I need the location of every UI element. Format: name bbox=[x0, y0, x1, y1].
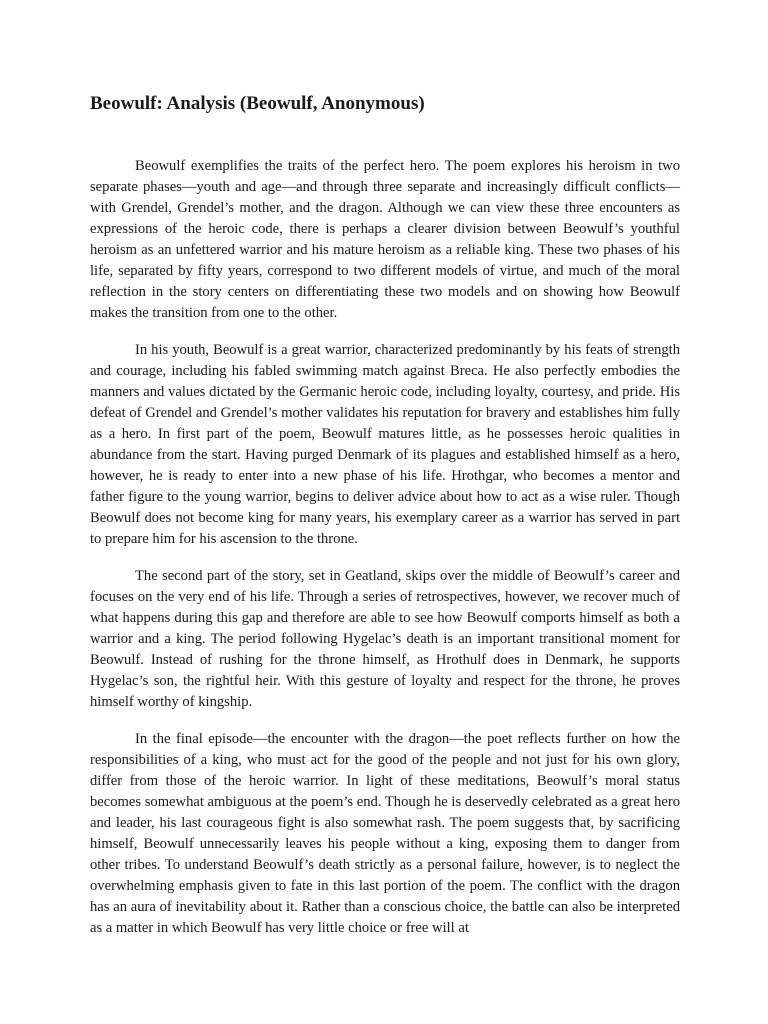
document-title: Beowulf: Analysis (Beowulf, Anonymous) bbox=[90, 93, 425, 114]
paragraph-1: Beowulf exemplifies the traits of the perfect hero. The poem explores his heroism in two separate phases—youth and age—and through three separate and increasingly difficult conflicts—with Grendel, Grendel’s mother, and the dragon. Although we can view these three encounters as expressions of the heroic code, there is perhaps a clearer division between Beowulf’s youthful heroism as an unfettered warrior and his mature heroism as a reliable king. These two phases of his life, separated by fifty years, correspond to two different models of virtue, and much of the moral reflection in the story centers on differentiating these two models and on showing how Beowulf makes the transition from one to the other. bbox=[90, 158, 680, 321]
paragraph-2: In his youth, Beowulf is a great warrior, characterized predominantly by his feats of strength and courage, including his fabled swimming match against Breca. He also perfectly embodies the manners and values dictated by the Germanic heroic code, including loyalty, courtesy, and pride. His defeat of Grendel and Grendel’s mother validates his reputation for bravery and establishes him fully as a hero. In first part of the poem, Beowulf matures little, as he possesses heroic qualities in abundance from the start. Having purged Denmark of its plagues and established himself as a hero, however, he is ready to enter into a new phase of his life. Hrothgar, who becomes a mentor and father figure to the young warrior, begins to deliver advice about how to act as a wise ruler. Though Beowulf does not become king for many years, his exemplary career as a warrior has served in part to prepare him for his ascension to the throne. bbox=[90, 342, 680, 547]
document-body bbox=[90, 156, 680, 955]
paragraph-4: In the final episode—the encounter with the dragon—the poet reflects further on how the responsibilities of a king, who must act for the good of the people and not just for his own glory, differ from those of the heroic warrior. In light of these meditations, Beowulf’s moral status becomes somewhat ambiguous at the poem’s end. Though he is deservedly celebrated as a great hero and leader, his last courageous fight is also somewhat rash. The poem suggests that, by sacrificing himself, Beowulf unnecessarily leaves his people without a king, exposing them to danger from other tribes. To understand Beowulf’s death strictly as a personal failure, however, is to neglect the overwhelming emphasis given to fate in this last portion of the poem. The conflict with the dragon has an aura of inevitability about it. Rather than a conscious choice, the battle can also be interpreted as a matter in which Beowulf has very little choice or free will at bbox=[90, 731, 680, 936]
paragraph-3: The second part of the story, set in Geatland, skips over the middle of Beowulf’s career and focuses on the very end of his life. Through a series of retrospectives, however, we recover much of what happens during this gap and therefore are able to see how Beowulf comports himself as both a warrior and a king. The period following Hygelac’s death is an important transitional moment for Beowulf. Instead of rushing for the throne himself, as Hrothulf does in Denmark, he supports Hygelac’s son, the rightful heir. With this gesture of loyalty and respect for the throne, he proves himself worthy of kingship. bbox=[90, 568, 680, 710]
